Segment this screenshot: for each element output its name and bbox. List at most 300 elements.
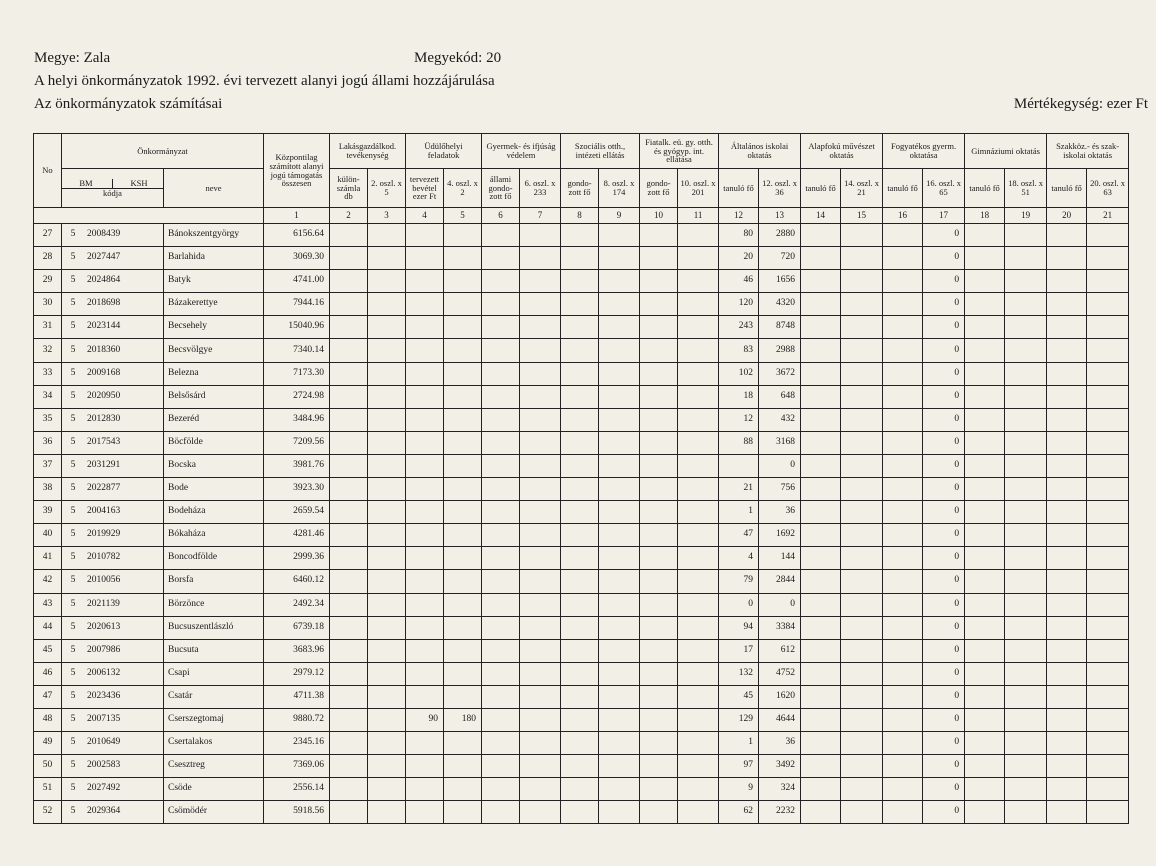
cell-value bbox=[520, 524, 561, 547]
cell-value bbox=[1005, 224, 1047, 247]
cell-value bbox=[678, 270, 719, 293]
cell-value bbox=[640, 362, 678, 385]
cell-value bbox=[965, 616, 1005, 639]
cell-name: Belsősárd bbox=[164, 385, 264, 408]
cell-name: Batyk bbox=[164, 270, 264, 293]
cell-value bbox=[520, 732, 561, 755]
cell-codes bbox=[62, 339, 164, 362]
cell-value bbox=[330, 662, 368, 685]
cell-ksh: 2023144 bbox=[87, 321, 121, 332]
cell-value bbox=[368, 662, 406, 685]
cell-value bbox=[368, 224, 406, 247]
table-row bbox=[34, 362, 1129, 385]
subheader: 18. oszl. x 51 bbox=[1005, 169, 1047, 208]
county-label: Megye: Zala bbox=[34, 50, 111, 66]
table-row bbox=[34, 524, 1129, 547]
cell-value bbox=[883, 662, 923, 685]
cell-value bbox=[801, 247, 841, 270]
cell-value bbox=[368, 524, 406, 547]
cell-value bbox=[640, 778, 678, 801]
cell-codes bbox=[62, 639, 164, 662]
cell-value bbox=[368, 778, 406, 801]
subheader: tanuló fő bbox=[883, 169, 923, 208]
cell-value bbox=[599, 293, 640, 316]
cell-value bbox=[640, 662, 678, 685]
cell-value bbox=[1087, 293, 1129, 316]
cell-value bbox=[482, 362, 520, 385]
cell-no: 29 bbox=[34, 270, 62, 293]
table-row bbox=[34, 593, 1129, 616]
cell-value bbox=[965, 778, 1005, 801]
cell-value bbox=[599, 247, 640, 270]
cell-value bbox=[444, 247, 482, 270]
cell-bm: 5 bbox=[70, 783, 76, 794]
cell-name: Bodeháza bbox=[164, 501, 264, 524]
cell-value bbox=[640, 293, 678, 316]
cell-value: 0 bbox=[759, 454, 801, 477]
cell-value bbox=[1047, 524, 1087, 547]
cell-value bbox=[965, 732, 1005, 755]
cell-value bbox=[965, 524, 1005, 547]
cell-ksh: 2008439 bbox=[87, 229, 121, 240]
cell-value bbox=[599, 685, 640, 708]
cell-value bbox=[482, 224, 520, 247]
cell-value bbox=[640, 247, 678, 270]
unit-label: Mértékegység: ezer Ft bbox=[1013, 96, 1148, 112]
cell-value bbox=[330, 801, 368, 824]
subheader: 6. oszl. x 233 bbox=[520, 169, 561, 208]
cell-value bbox=[678, 339, 719, 362]
table-row bbox=[34, 616, 1129, 639]
cell-value bbox=[330, 685, 368, 708]
cell-value bbox=[841, 685, 883, 708]
cell-value bbox=[406, 408, 444, 431]
cell-value bbox=[841, 662, 883, 685]
cell-value bbox=[406, 224, 444, 247]
cell-value bbox=[520, 778, 561, 801]
cell-value bbox=[561, 639, 599, 662]
column-number: 12 bbox=[719, 208, 759, 224]
subheader: gondo-zott fő bbox=[640, 169, 678, 208]
cell-value bbox=[1005, 339, 1047, 362]
cell-bm: 5 bbox=[70, 252, 76, 263]
cell-value bbox=[965, 593, 1005, 616]
county-code-label: Megyekód: 20 bbox=[414, 50, 502, 66]
cell-bm: 5 bbox=[70, 344, 76, 355]
cell-total: 15040.96 bbox=[264, 316, 330, 339]
cell-value bbox=[368, 801, 406, 824]
cell-value bbox=[965, 547, 1005, 570]
cell-value bbox=[1005, 570, 1047, 593]
cell-value bbox=[599, 478, 640, 501]
cell-name: Bánokszentgyörgy bbox=[164, 224, 264, 247]
cell-value bbox=[406, 247, 444, 270]
cell-value bbox=[330, 224, 368, 247]
table-row bbox=[34, 247, 1129, 270]
cell-no: 42 bbox=[34, 570, 62, 593]
cell-value bbox=[406, 685, 444, 708]
column-number-row bbox=[34, 208, 1129, 224]
table-row bbox=[34, 270, 1129, 293]
cell-value: 1 bbox=[719, 501, 759, 524]
cell-value bbox=[1087, 778, 1129, 801]
cell-bm: 5 bbox=[70, 737, 76, 748]
cell-value bbox=[482, 616, 520, 639]
cell-value: 1 bbox=[719, 732, 759, 755]
cell-value bbox=[678, 593, 719, 616]
cell-value bbox=[841, 478, 883, 501]
cell-value bbox=[841, 270, 883, 293]
cell-value: 0 bbox=[923, 501, 965, 524]
cell-value bbox=[965, 662, 1005, 685]
cell-value bbox=[1005, 524, 1047, 547]
cell-value: 1656 bbox=[759, 270, 801, 293]
cell-value bbox=[520, 755, 561, 778]
cell-value bbox=[965, 431, 1005, 454]
cell-value bbox=[678, 408, 719, 431]
cell-value: 1692 bbox=[759, 524, 801, 547]
cell-value bbox=[640, 708, 678, 731]
cell-value bbox=[883, 755, 923, 778]
cell-value bbox=[640, 639, 678, 662]
cell-codes bbox=[62, 708, 164, 731]
cell-value bbox=[678, 385, 719, 408]
cell-value bbox=[719, 454, 759, 477]
cell-value bbox=[841, 616, 883, 639]
cell-value bbox=[561, 270, 599, 293]
column-number-blank bbox=[34, 208, 264, 224]
cell-value: 0 bbox=[923, 708, 965, 731]
cell-value bbox=[801, 685, 841, 708]
cell-value bbox=[1005, 662, 1047, 685]
cell-value bbox=[368, 732, 406, 755]
cell-bm: 5 bbox=[70, 321, 76, 332]
cell-no: 31 bbox=[34, 316, 62, 339]
cell-value bbox=[599, 732, 640, 755]
cell-value bbox=[406, 316, 444, 339]
cell-no: 51 bbox=[34, 778, 62, 801]
cell-value bbox=[965, 270, 1005, 293]
header-group-10: Szakköz.- és szak-iskolai oktatás bbox=[1047, 134, 1129, 169]
cell-value bbox=[520, 385, 561, 408]
cell-no: 48 bbox=[34, 708, 62, 731]
cell-value bbox=[482, 454, 520, 477]
cell-value bbox=[330, 293, 368, 316]
cell-value: 0 bbox=[923, 801, 965, 824]
cell-value bbox=[801, 778, 841, 801]
cell-bm: 5 bbox=[70, 644, 76, 655]
cell-value bbox=[520, 570, 561, 593]
cell-value bbox=[330, 431, 368, 454]
cell-value: 432 bbox=[759, 408, 801, 431]
cell-value bbox=[1047, 778, 1087, 801]
cell-value: 0 bbox=[923, 732, 965, 755]
cell-value bbox=[640, 801, 678, 824]
cell-value bbox=[368, 316, 406, 339]
cell-value bbox=[883, 454, 923, 477]
cell-value bbox=[640, 732, 678, 755]
cell-bm: 5 bbox=[70, 806, 76, 817]
cell-ksh: 2031291 bbox=[87, 460, 121, 470]
cell-value bbox=[801, 593, 841, 616]
cell-value bbox=[330, 708, 368, 731]
column-number: 11 bbox=[678, 208, 719, 224]
cell-value bbox=[599, 408, 640, 431]
cell-value bbox=[1005, 431, 1047, 454]
cell-value bbox=[965, 755, 1005, 778]
cell-value bbox=[561, 755, 599, 778]
cell-value: 0 bbox=[923, 778, 965, 801]
cell-value bbox=[444, 616, 482, 639]
cell-value bbox=[965, 501, 1005, 524]
cell-value bbox=[841, 755, 883, 778]
cell-value bbox=[1087, 708, 1129, 731]
cell-value bbox=[1047, 293, 1087, 316]
cell-value: 0 bbox=[923, 408, 965, 431]
column-number: 19 bbox=[1005, 208, 1047, 224]
cell-value bbox=[965, 385, 1005, 408]
cell-value bbox=[801, 801, 841, 824]
cell-name: Barlahida bbox=[164, 247, 264, 270]
cell-value bbox=[1005, 501, 1047, 524]
cell-value bbox=[883, 801, 923, 824]
cell-ksh: 2021139 bbox=[87, 598, 120, 609]
cell-value bbox=[444, 339, 482, 362]
cell-ksh: 2020950 bbox=[87, 390, 121, 401]
cell-value: 9 bbox=[719, 778, 759, 801]
cell-value: 8748 bbox=[759, 316, 801, 339]
cell-value bbox=[883, 362, 923, 385]
cell-codes bbox=[62, 270, 164, 293]
cell-name: Bezeréd bbox=[164, 408, 264, 431]
column-number: 6 bbox=[482, 208, 520, 224]
cell-value: 0 bbox=[923, 570, 965, 593]
cell-name: Bucsuszentlászló bbox=[164, 616, 264, 639]
cell-value bbox=[330, 639, 368, 662]
cell-value bbox=[520, 616, 561, 639]
cell-value: 0 bbox=[923, 639, 965, 662]
cell-total: 6156.64 bbox=[264, 224, 330, 247]
cell-ksh: 2029364 bbox=[87, 806, 121, 817]
cell-bm: 5 bbox=[70, 229, 76, 240]
cell-total: 3484.96 bbox=[264, 408, 330, 431]
cell-value bbox=[368, 616, 406, 639]
cell-value bbox=[561, 431, 599, 454]
cell-codes bbox=[62, 224, 164, 247]
cell-value bbox=[1047, 755, 1087, 778]
cell-value bbox=[1087, 316, 1129, 339]
cell-value bbox=[599, 801, 640, 824]
cell-value bbox=[1047, 593, 1087, 616]
cell-value bbox=[1047, 662, 1087, 685]
cell-value bbox=[368, 570, 406, 593]
cell-value bbox=[368, 270, 406, 293]
cell-value bbox=[640, 270, 678, 293]
cell-value bbox=[1047, 362, 1087, 385]
column-number: 9 bbox=[599, 208, 640, 224]
table-row bbox=[34, 662, 1129, 685]
cell-value bbox=[406, 524, 444, 547]
cell-value: 79 bbox=[719, 570, 759, 593]
cell-bm: 5 bbox=[70, 436, 76, 447]
cell-no: 34 bbox=[34, 385, 62, 408]
cell-value bbox=[599, 639, 640, 662]
cell-value bbox=[406, 639, 444, 662]
cell-codes bbox=[62, 293, 164, 316]
cell-bm: 5 bbox=[70, 714, 76, 725]
table-row bbox=[34, 293, 1129, 316]
cell-value: 94 bbox=[719, 616, 759, 639]
cell-value bbox=[841, 501, 883, 524]
cell-value bbox=[640, 224, 678, 247]
cell-value bbox=[640, 339, 678, 362]
cell-value bbox=[801, 755, 841, 778]
subheader: 14. oszl. x 21 bbox=[841, 169, 883, 208]
cell-value bbox=[482, 478, 520, 501]
cell-ksh: 2018360 bbox=[87, 344, 121, 355]
cell-value bbox=[1087, 732, 1129, 755]
cell-value: 0 bbox=[923, 431, 965, 454]
cell-ksh: 2006132 bbox=[87, 667, 121, 678]
column-number: 5 bbox=[444, 208, 482, 224]
column-number: 20 bbox=[1047, 208, 1087, 224]
cell-no: 36 bbox=[34, 431, 62, 454]
cell-value: 47 bbox=[719, 524, 759, 547]
cell-value bbox=[965, 685, 1005, 708]
cell-value bbox=[1005, 778, 1047, 801]
cell-value bbox=[482, 431, 520, 454]
cell-value bbox=[640, 501, 678, 524]
cell-value bbox=[599, 662, 640, 685]
cell-value bbox=[444, 454, 482, 477]
cell-name: Bode bbox=[164, 478, 264, 501]
header-group-7: Alapfokú művészet oktatás bbox=[801, 134, 883, 169]
cell-no: 30 bbox=[34, 293, 62, 316]
subheader: 20. oszl. x 63 bbox=[1087, 169, 1129, 208]
cell-value bbox=[330, 454, 368, 477]
cell-no: 27 bbox=[34, 224, 62, 247]
cell-value bbox=[1047, 385, 1087, 408]
cell-value bbox=[520, 339, 561, 362]
cell-value bbox=[599, 362, 640, 385]
cell-no: 46 bbox=[34, 662, 62, 685]
cell-value bbox=[520, 662, 561, 685]
cell-value bbox=[482, 801, 520, 824]
cell-value bbox=[678, 316, 719, 339]
cell-value: 36 bbox=[759, 732, 801, 755]
cell-value bbox=[678, 616, 719, 639]
cell-value bbox=[406, 801, 444, 824]
cell-name: Bucsuta bbox=[164, 639, 264, 662]
cell-value bbox=[841, 293, 883, 316]
cell-value bbox=[368, 247, 406, 270]
table-row bbox=[34, 708, 1129, 731]
cell-value: 756 bbox=[759, 478, 801, 501]
cell-value bbox=[599, 454, 640, 477]
cell-value: 90 bbox=[406, 708, 444, 731]
cell-value bbox=[1047, 247, 1087, 270]
cell-value bbox=[1005, 454, 1047, 477]
header-group-5: Fiatalk. eü. gy. otth. és gyógyp. int. ellátása bbox=[640, 134, 719, 169]
cell-codes bbox=[62, 408, 164, 431]
cell-value bbox=[1087, 224, 1129, 247]
subheader: tanuló fő bbox=[1047, 169, 1087, 208]
cell-ksh: 2024864 bbox=[87, 275, 121, 286]
cell-name: Bocska bbox=[164, 454, 264, 477]
cell-total: 7173.30 bbox=[264, 362, 330, 385]
cell-bm: 5 bbox=[70, 598, 76, 609]
cell-value bbox=[330, 570, 368, 593]
cell-value bbox=[520, 547, 561, 570]
table-row bbox=[34, 778, 1129, 801]
cell-value: 83 bbox=[719, 339, 759, 362]
subheader: 10. oszl. x 201 bbox=[678, 169, 719, 208]
cell-name: Böcfölde bbox=[164, 431, 264, 454]
cell-value bbox=[520, 478, 561, 501]
cell-value bbox=[482, 501, 520, 524]
cell-value bbox=[883, 224, 923, 247]
cell-ksh: 2010056 bbox=[87, 575, 121, 586]
cell-no: 35 bbox=[34, 408, 62, 431]
cell-value: 144 bbox=[759, 547, 801, 570]
cell-value bbox=[1087, 755, 1129, 778]
cell-ksh: 2007135 bbox=[87, 714, 121, 725]
cell-value bbox=[1005, 801, 1047, 824]
cell-value bbox=[883, 431, 923, 454]
cell-codes bbox=[62, 501, 164, 524]
cell-name: Csapi bbox=[164, 662, 264, 685]
cell-value: 0 bbox=[923, 339, 965, 362]
cell-value bbox=[444, 593, 482, 616]
subheader: 16. oszl. x 65 bbox=[923, 169, 965, 208]
cell-no: 39 bbox=[34, 501, 62, 524]
cell-value: 88 bbox=[719, 431, 759, 454]
cell-value: 0 bbox=[923, 524, 965, 547]
cell-value bbox=[841, 431, 883, 454]
cell-value bbox=[640, 408, 678, 431]
cell-value: 129 bbox=[719, 708, 759, 731]
cell-value bbox=[406, 570, 444, 593]
cell-value bbox=[801, 616, 841, 639]
cell-value: 0 bbox=[923, 616, 965, 639]
cell-value bbox=[599, 316, 640, 339]
cell-value bbox=[1047, 431, 1087, 454]
cell-value bbox=[883, 501, 923, 524]
cell-value bbox=[406, 501, 444, 524]
cell-value bbox=[599, 593, 640, 616]
cell-value bbox=[1087, 685, 1129, 708]
cell-value bbox=[482, 639, 520, 662]
cell-bm: 5 bbox=[70, 390, 76, 401]
cell-value: 4752 bbox=[759, 662, 801, 685]
cell-value bbox=[1047, 547, 1087, 570]
cell-value bbox=[841, 224, 883, 247]
cell-value bbox=[561, 685, 599, 708]
cell-value bbox=[482, 662, 520, 685]
cell-value bbox=[561, 524, 599, 547]
cell-value bbox=[599, 778, 640, 801]
cell-value bbox=[406, 478, 444, 501]
cell-no: 44 bbox=[34, 616, 62, 639]
cell-bm: 5 bbox=[70, 529, 76, 540]
cell-value bbox=[406, 547, 444, 570]
cell-value: 97 bbox=[719, 755, 759, 778]
cell-value bbox=[330, 593, 368, 616]
cell-value bbox=[1087, 593, 1129, 616]
cell-ksh: 2018698 bbox=[87, 298, 121, 309]
cell-value: 45 bbox=[719, 685, 759, 708]
cell-value bbox=[368, 593, 406, 616]
